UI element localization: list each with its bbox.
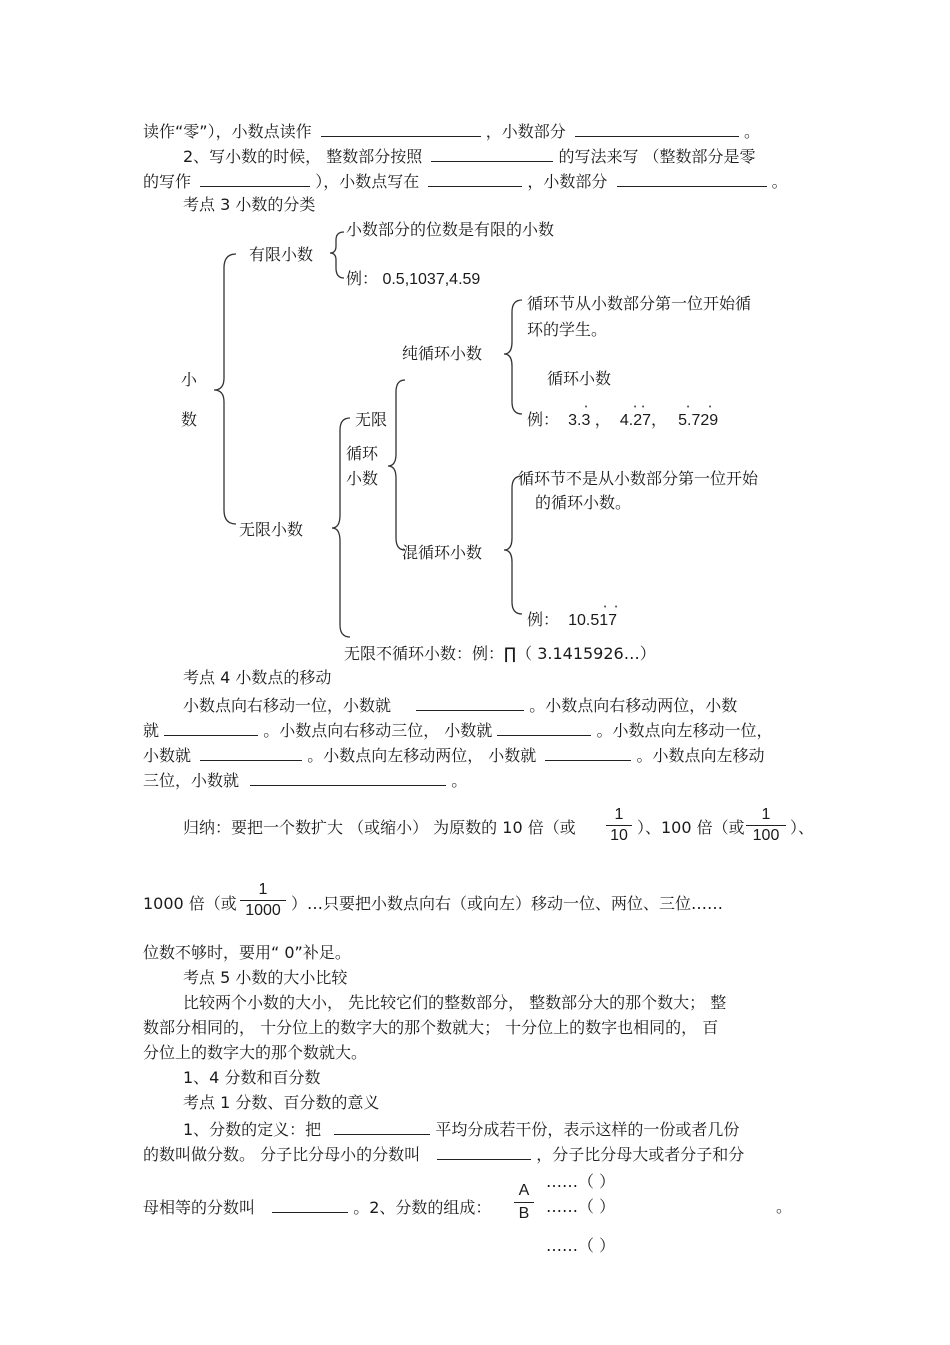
answer-blank[interactable] xyxy=(164,719,258,736)
summary-line-1a: 归纳：要把一个数扩大 （或缩小） 为原数的 10 倍（或 xyxy=(183,818,576,837)
fraction-numerator: A xyxy=(518,1182,530,1199)
point5-line-3: 分位上的数字大的那个数就大。 xyxy=(143,1043,368,1062)
reading-text: 的写作 xyxy=(143,172,192,191)
answer-blank[interactable] xyxy=(250,769,446,786)
fraction-1-100 xyxy=(746,806,786,845)
fraction-numerator: 1 xyxy=(258,881,268,898)
example-value: 10.517 xyxy=(568,612,618,629)
point4-text: 。小数点向右移动三位， 小数就 xyxy=(263,721,493,740)
mixed-label: 混循环小数 xyxy=(402,543,483,562)
fraction-def-line-3 xyxy=(143,1196,491,1218)
root-char-2: 数 xyxy=(181,410,198,429)
fraction-text: ，分子比分母大或者分子和分 xyxy=(536,1145,745,1164)
point4-text: 。小数点向右移动两位，小数 xyxy=(529,696,738,715)
reading-text: 2、写小数的时候， 整数部分按照 xyxy=(183,147,423,166)
fraction-denominator: B xyxy=(518,1205,530,1222)
pure-label: 纯循环小数 xyxy=(402,344,483,363)
fraction-text: 。2、分数的组成： xyxy=(353,1198,492,1217)
pure-example xyxy=(527,410,718,431)
inf-rep-3: 小数 xyxy=(346,469,379,488)
reading-text: ），小数点写在 xyxy=(315,172,420,191)
fraction-a-over-b xyxy=(514,1181,534,1224)
repeat-dot-icon: • xyxy=(686,403,691,411)
fraction-numerator: 1 xyxy=(761,806,771,823)
fraction-text: 平均分成若干份，表示这样的一份或者几份 xyxy=(435,1120,740,1139)
pure-desc-1: 循环节从小数部分第一位开始循 xyxy=(527,294,752,313)
fraction-denominator: 100 xyxy=(752,827,780,844)
point4-text: 。小数点向左移动一位， xyxy=(596,721,773,740)
fraction-text: 1、分数的定义：把 xyxy=(183,1120,322,1139)
pure-brace xyxy=(504,300,522,414)
root-brace xyxy=(214,254,236,524)
mixed-example xyxy=(527,610,617,631)
infinite-label: 无限小数 xyxy=(239,520,304,539)
nonrepeating-label: 无限不循环小数：例：∏（ 3.1415926…） xyxy=(344,644,656,663)
fraction-1-1000 xyxy=(240,881,286,920)
mixed-desc-2: 的循环小数。 xyxy=(535,493,632,512)
point4-line-3 xyxy=(143,744,765,766)
mixed-brace xyxy=(504,476,522,614)
point4-text: 小数点向右移动一位，小数就 xyxy=(183,696,392,715)
finite-brace xyxy=(330,232,344,278)
summary-line-2b: ）…只要把小数点向右（或向左）移动一位、两位、三位…… xyxy=(291,894,724,913)
fraction-text: 的数叫做分数。 分子比分母小的分数叫 xyxy=(143,1145,421,1164)
point4-text: 。小数点向左移动 xyxy=(636,746,765,765)
finite-label: 有限小数 xyxy=(249,245,314,264)
pure-desc-2: 环的学生。 xyxy=(527,320,608,339)
finite-example: 例： 0.5,1037,4.59 xyxy=(346,271,481,288)
root-char-1: 小 xyxy=(181,370,198,389)
repeating-brace xyxy=(388,380,405,550)
point4-text: 。 xyxy=(451,771,468,790)
point4-heading: 考点 4 小数点的移动 xyxy=(183,668,332,687)
repeat-dot-icon: • xyxy=(584,403,589,411)
repeat-dot-icon: • xyxy=(641,403,646,411)
section-1-4-point1: 考点 1 分数、百分数的意义 xyxy=(183,1093,380,1112)
reading-text: ，小数部分 xyxy=(527,172,608,191)
summary-line-3: 位数不够时，要用“ 0”补足。 xyxy=(143,943,351,962)
point5-heading: 考点 5 小数的大小比较 xyxy=(183,968,348,987)
answer-blank[interactable] xyxy=(437,1143,531,1160)
answer-blank[interactable] xyxy=(272,1196,348,1213)
repeat-dot-icon: • xyxy=(614,603,619,611)
inf-rep-1: 无限 xyxy=(355,410,388,429)
fraction-denominator: 10 xyxy=(610,827,628,844)
fraction-numerator: 1 xyxy=(614,806,624,823)
fraction-1-10 xyxy=(606,806,632,845)
example-label: 例： xyxy=(527,410,560,429)
example-label: 例： xyxy=(527,610,560,629)
fraction-text: 母相等的分数叫 xyxy=(143,1198,256,1217)
point4-line-4 xyxy=(143,769,467,791)
repeat-dot-icon: • xyxy=(633,403,638,411)
point4-text: 。小数点向左移动两位， 小数就 xyxy=(307,746,537,765)
composition-blank-2[interactable]: ……（ ） xyxy=(546,1197,616,1216)
point4-line-1 xyxy=(183,694,737,716)
composition-blank-3[interactable]: ……（ ） xyxy=(546,1236,616,1255)
pure-desc-3: 循环小数 xyxy=(547,369,612,388)
reading-text: ，小数部分 xyxy=(485,122,566,141)
reading-text: 。 xyxy=(771,172,788,191)
point4-text: 小数就 xyxy=(143,746,192,765)
point3-heading: 考点 3 小数的分类 xyxy=(183,195,316,214)
example-value: 4.27， xyxy=(619,412,668,429)
fraction-def-line-2 xyxy=(143,1143,744,1165)
point5-line-2: 数部分相同的， 十分位上的数字大的那个数就大； 十分位上的数字也相同的， 百 xyxy=(143,1018,719,1037)
point5-line-1: 比较两个小数的大小， 先比较它们的整数部分， 整数部分大的那个数大； 整 xyxy=(183,993,727,1012)
answer-blank[interactable] xyxy=(200,744,302,761)
summary-line-2a: 1000 倍（或 xyxy=(143,894,237,913)
repeat-dot-icon: • xyxy=(603,603,608,611)
reading-text: 。 xyxy=(743,122,760,141)
section-1-4-heading: 1、4 分数和百分数 xyxy=(183,1068,321,1087)
point4-text: 三位，小数就 xyxy=(143,771,240,790)
reading-text: 读作“零”），小数点读作 xyxy=(143,122,312,141)
answer-blank[interactable] xyxy=(497,719,591,736)
answer-blank[interactable] xyxy=(545,744,631,761)
example-value: 5.729 xyxy=(678,412,719,429)
answer-blank[interactable] xyxy=(334,1118,430,1135)
repeat-dot-icon: • xyxy=(708,403,713,411)
mixed-desc-1: 循环节不是从小数部分第一位开始 xyxy=(518,469,759,488)
example-value: 3.3 ， xyxy=(568,412,611,429)
reading-text: 的写法来写 （整数部分是零 xyxy=(558,147,756,166)
point4-line-2 xyxy=(143,719,773,741)
fraction-def-line-1 xyxy=(183,1118,739,1140)
fraction-denominator: 1000 xyxy=(245,902,281,919)
period-mark: 。 xyxy=(776,1197,793,1216)
inf-rep-2: 循环 xyxy=(346,444,379,463)
answer-blank[interactable] xyxy=(416,694,524,711)
point4-text: 就 xyxy=(143,721,160,740)
composition-blank-1[interactable]: ……（ ） xyxy=(546,1172,616,1191)
finite-desc: 小数部分的位数是有限的小数 xyxy=(346,220,555,239)
summary-line-1c: ）、 xyxy=(790,818,815,837)
summary-line-1b: ）、100 倍（或 xyxy=(637,818,745,837)
